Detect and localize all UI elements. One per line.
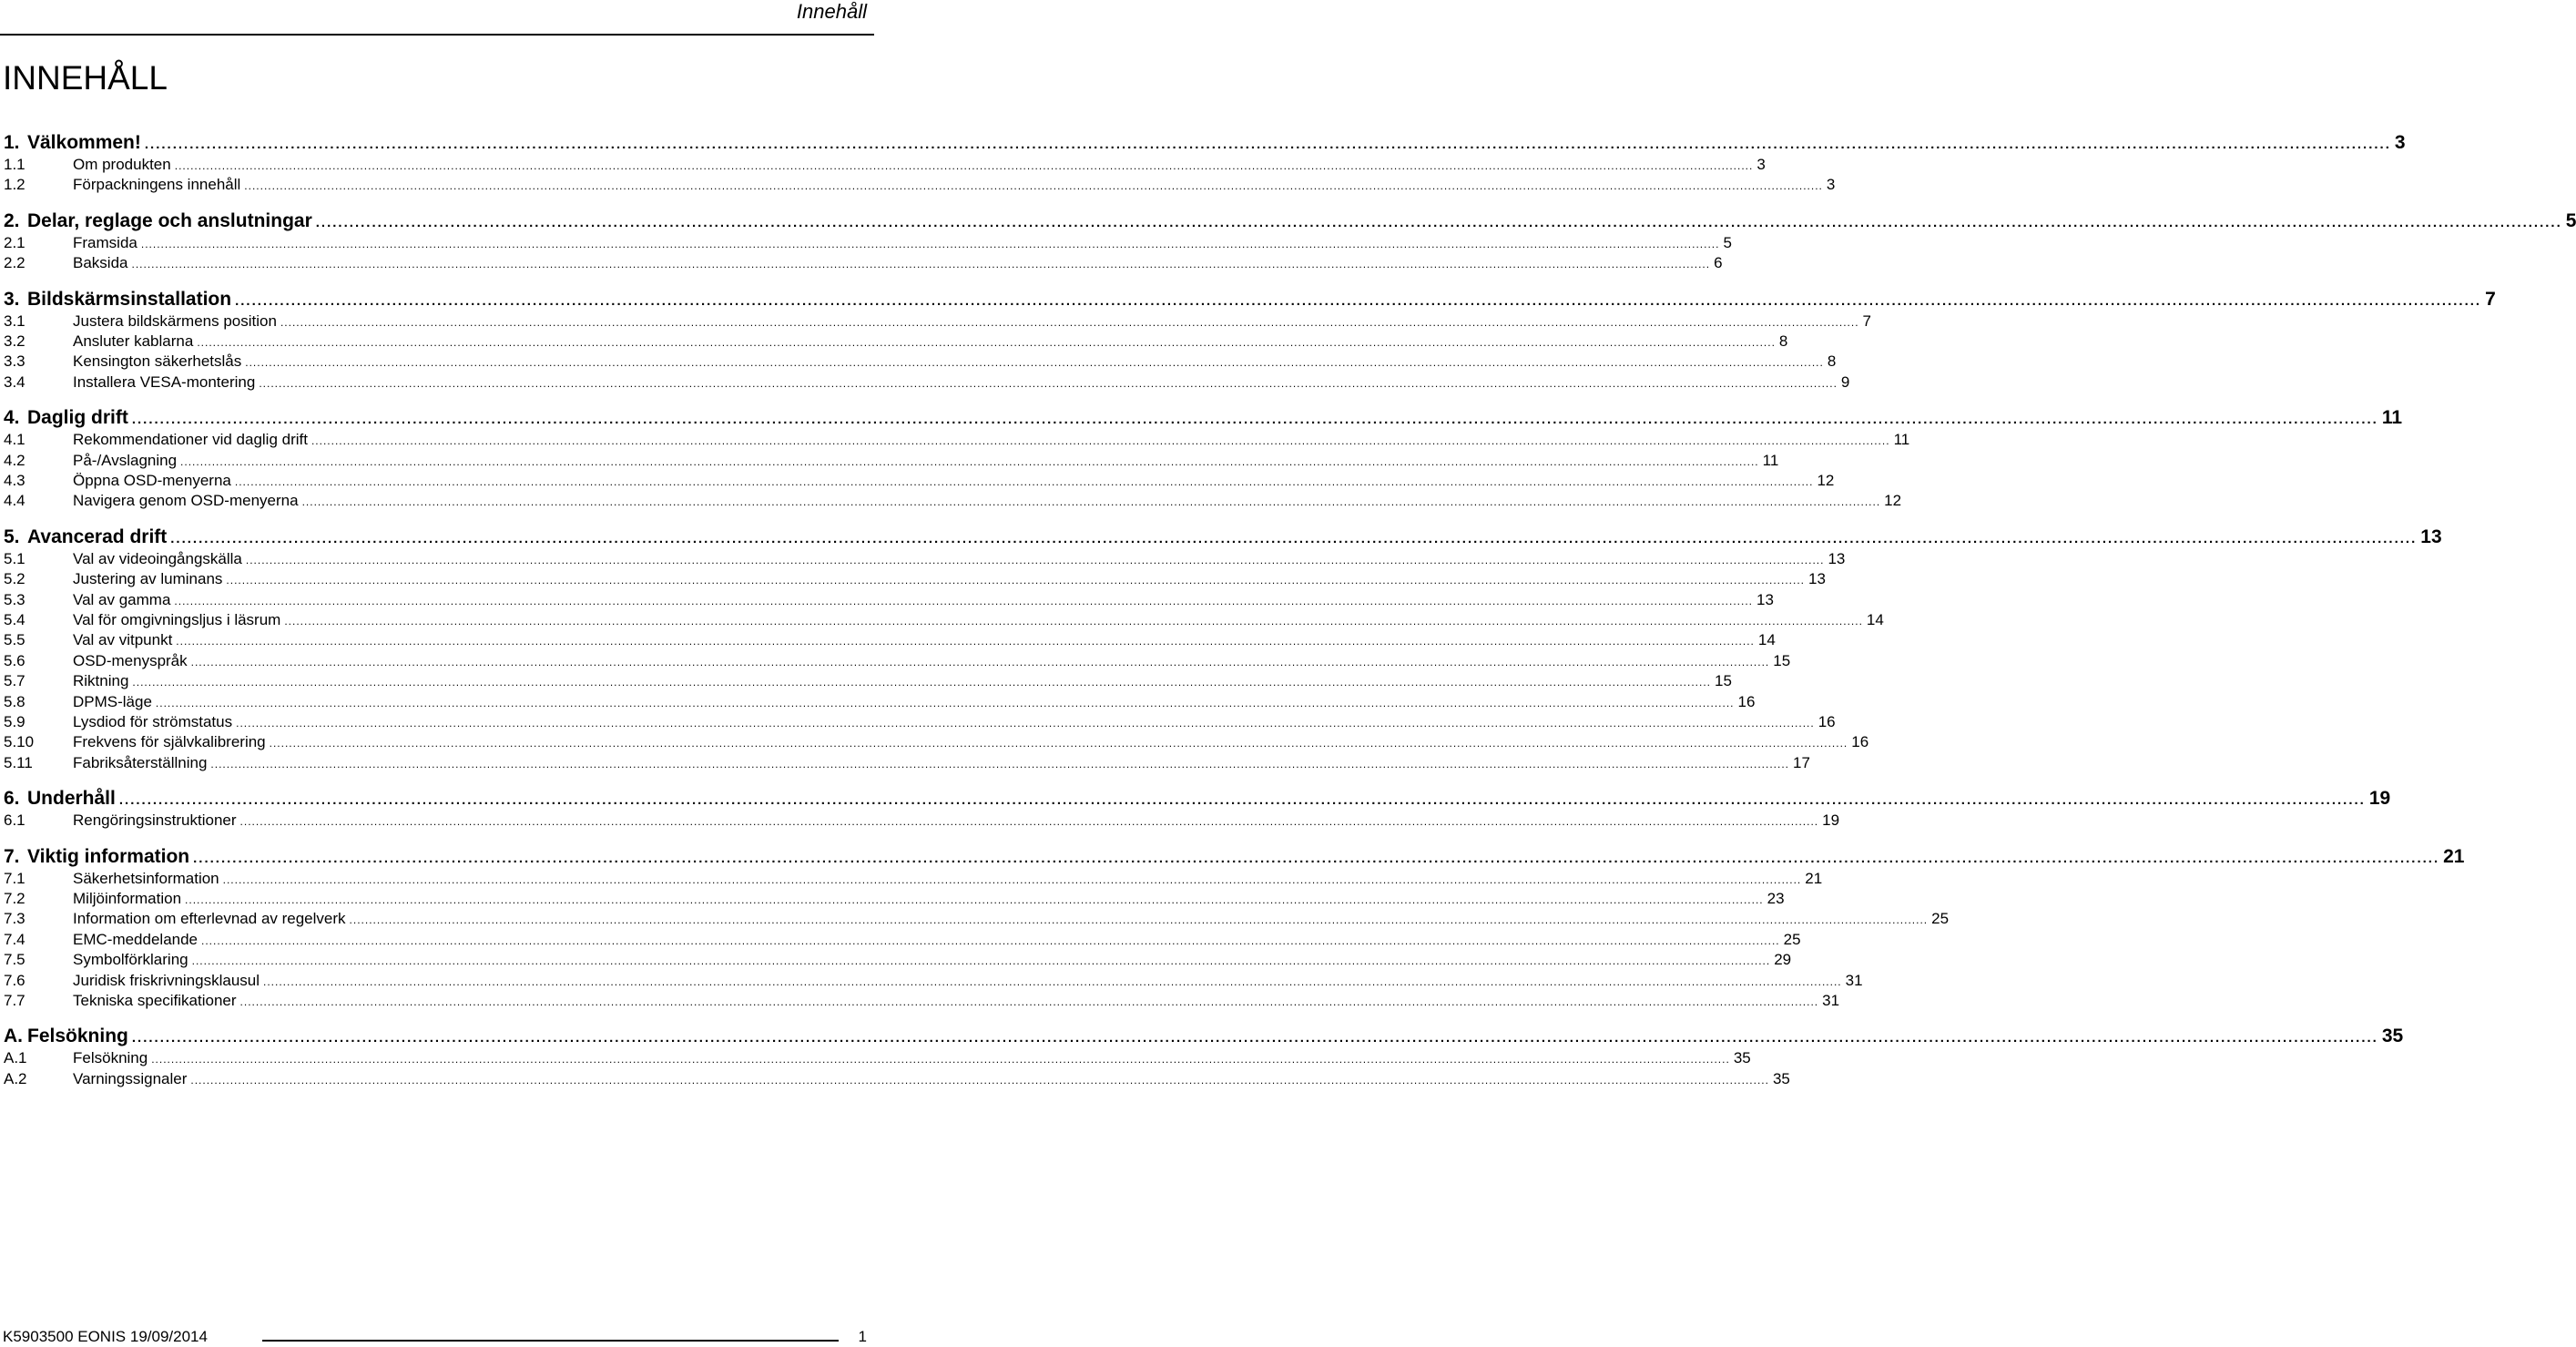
toc-entry-number: 5.2 [4, 570, 25, 587]
toc-entry-page: 13 [2420, 526, 2442, 547]
toc-entry-page: 5 [2565, 210, 2576, 231]
toc-chapter-entry[interactable] [4, 406, 2403, 430]
toc-entry-number: 7.4 [4, 931, 25, 948]
toc-dot-leader: ................................................................................................................................................................................................................................................................................................................................................................................................................ [245, 554, 1825, 566]
running-header: Innehåll [796, 0, 867, 23]
toc-entry-page: 12 [1884, 492, 1902, 509]
toc-chapter-entry[interactable] [4, 526, 2442, 549]
toc-section-entry[interactable] [4, 671, 1732, 691]
toc-entry-page: 13 [1756, 591, 1774, 608]
toc-entry-number: 7. [4, 846, 20, 867]
toc-section-entry[interactable] [4, 651, 1791, 671]
toc-entry-page: 3 [1756, 156, 1766, 173]
toc-entry-title: Frekvens för självkalibrering [73, 733, 266, 750]
toc-entry-page: 11 [1762, 452, 1779, 469]
toc-dot-leader: ................................................................................................................................................................................................................................................................................................................................................................................................................ [226, 574, 1806, 587]
toc-entry-number: 7.2 [4, 890, 25, 907]
toc-entry-page: 7 [2485, 289, 2496, 310]
toc-entry-title: Underhåll [27, 788, 116, 809]
toc-section-entry[interactable] [4, 491, 1902, 511]
toc-entry-number: 7.7 [4, 992, 25, 1009]
toc-chapter-entry[interactable] [4, 787, 2391, 811]
toc-entry-title: Öppna OSD-menyerna [73, 472, 231, 489]
toc-entry-page: 17 [1793, 754, 1810, 771]
toc-entry-number: 5.10 [4, 733, 35, 750]
toc-entry-title: Navigera genom OSD-menyerna [73, 492, 299, 509]
toc-entry-number: 1. [4, 132, 20, 153]
toc-entry-page: 5 [1723, 234, 1732, 251]
toc-entry-page: 12 [1817, 472, 1835, 489]
toc-entry-title: Val av gamma [73, 591, 171, 608]
toc-entry-title: Ansluter kablarna [73, 332, 194, 350]
toc-section-entry[interactable] [4, 732, 1869, 752]
toc-section-entry[interactable] [4, 971, 1863, 991]
toc-section-entry[interactable] [4, 430, 1910, 450]
toc-section-entry[interactable] [4, 451, 1779, 471]
toc-section-entry[interactable] [4, 909, 1950, 929]
toc-entry-title: Justering av luminans [73, 570, 223, 587]
toc-entry-page: 11 [2381, 407, 2403, 428]
toc-entry-title: Förpackningens innehåll [73, 176, 241, 193]
toc-entry-title: Daglig drift [27, 407, 128, 428]
toc-section-entry[interactable] [4, 372, 1850, 393]
toc-entry-number: 3.2 [4, 332, 25, 350]
toc-entry-title: Val för omgivningsljus i läsrum [73, 611, 281, 628]
toc-entry-title: Rekommendationer vid daglig drift [73, 431, 308, 448]
toc-entry-number: 3.4 [4, 373, 25, 391]
toc-entry-page: 31 [1822, 992, 1840, 1009]
toc-entry-page: 29 [1774, 951, 1792, 968]
toc-entry-page: 21 [1805, 870, 1823, 887]
toc-section-entry[interactable] [4, 233, 1732, 253]
toc-dot-leader: ................................................................................................................................................................................................................................................................................................................................................................................................................ [190, 656, 1770, 668]
toc-entry-page: 35 [1733, 1049, 1751, 1066]
toc-section-entry[interactable] [4, 811, 1840, 831]
toc-chapter-entry[interactable] [4, 131, 2406, 155]
toc-section-entry[interactable] [4, 175, 1836, 195]
toc-dot-leader: ................................................................................................................................................................................................................................................................................................................................................................................................................ [132, 676, 1712, 689]
toc-entry-number: 3. [4, 289, 20, 310]
toc-entry-page: 19 [1822, 811, 1840, 829]
toc-entry-title: På-/Avslagning [73, 452, 178, 469]
toc-entry-number: 1.1 [4, 156, 25, 173]
toc-entry-title: OSD-menyspråk [73, 652, 188, 669]
toc-dot-leader: ................................................................................................................................................................................................................................................................................................................................................................................................................ [155, 697, 1735, 709]
toc-entry-page: 8 [1827, 352, 1837, 370]
toc-entry-title: Fabriksåterställning [73, 754, 208, 771]
toc-section-entry[interactable] [4, 569, 1826, 589]
toc-dot-leader: ................................................................................................................................................................................................................................................................................................................................................................................................................ [180, 455, 1759, 468]
toc-dot-leader: ................................................................................................................................................................................................................................................................................................................................................................................................................ [269, 737, 1848, 750]
toc-section-entry[interactable] [4, 155, 1766, 175]
toc-dot-leader: ................................................................................................................................................................................................................................................................................................................................................................................................................ [235, 293, 2482, 309]
toc-entry-number: 7.1 [4, 870, 25, 887]
toc-entry-number: 4.1 [4, 431, 25, 448]
toc-dot-leader: ................................................................................................................................................................................................................................................................................................................................................................................................................ [210, 758, 1789, 770]
toc-entry-number: 5.1 [4, 550, 25, 567]
toc-entry-number: 3.3 [4, 352, 25, 370]
footer-document-code: K5903500 EONIS 19/09/2014 [3, 1328, 208, 1345]
toc-dot-leader: ................................................................................................................................................................................................................................................................................................................................................................................................................ [284, 615, 1863, 628]
toc-entry-page: 35 [2381, 1026, 2404, 1046]
toc-entry-number: 5.11 [4, 754, 33, 771]
toc-dot-leader: ................................................................................................................................................................................................................................................................................................................................................................................................................ [170, 531, 2418, 546]
toc-dot-leader: ................................................................................................................................................................................................................................................................................................................................................................................................................ [349, 913, 1929, 926]
toc-entry-title: Juridisk friskrivningsklausul [73, 972, 260, 989]
toc-entry-page: 15 [1773, 652, 1791, 669]
toc-entry-title: Välkommen! [27, 132, 141, 153]
toc-dot-leader: ................................................................................................................................................................................................................................................................................................................................................................................................................ [234, 475, 1814, 488]
toc-entry-page: 21 [2443, 846, 2465, 867]
toc-dot-leader: ................................................................................................................................................................................................................................................................................................................................................................................................................ [118, 792, 2366, 808]
toc-chapter-entry[interactable] [4, 845, 2465, 869]
toc-dot-leader: ................................................................................................................................................................................................................................................................................................................................................................................................................ [201, 934, 1780, 947]
toc-section-entry[interactable] [4, 332, 1788, 352]
toc-entry-page: 8 [1778, 332, 1788, 350]
toc-dot-leader: ................................................................................................................................................................................................................................................................................................................................................................................................................ [259, 377, 1838, 390]
toc-entry-title: Felsökning [27, 1026, 128, 1046]
toc-section-entry[interactable] [4, 253, 1723, 273]
toc-dot-leader: ................................................................................................................................................................................................................................................................................................................................................................................................................ [140, 238, 1720, 250]
toc-entry-title: Riktning [73, 672, 129, 689]
toc-section-entry[interactable] [4, 610, 1884, 630]
toc-section-entry[interactable] [4, 590, 1774, 610]
toc-entry-page: 3 [2394, 132, 2406, 153]
toc-dot-leader: ................................................................................................................................................................................................................................................................................................................................................................................................................ [236, 717, 1815, 730]
toc-dot-leader: ................................................................................................................................................................................................................................................................................................................................................................................................................ [174, 595, 1753, 607]
toc-dot-leader: ................................................................................................................................................................................................................................................................................................................................................................................................................ [193, 851, 2440, 866]
toc-entry-number: 5.9 [4, 713, 25, 730]
toc-dot-leader: ................................................................................................................................................................................................................................................................................................................................................................................................................ [263, 975, 1842, 988]
toc-entry-number: 6. [4, 788, 20, 809]
toc-entry-number: 5.3 [4, 591, 25, 608]
toc-entry-number: 4.2 [4, 452, 25, 469]
toc-dot-leader: ................................................................................................................................................................................................................................................................................................................................................................................................................ [151, 1053, 1730, 1066]
toc-entry-page: 25 [1931, 910, 1950, 927]
toc-entry-page: 9 [1840, 373, 1850, 391]
toc-entry-number: 3.1 [4, 312, 25, 330]
toc-entry-number: 7.5 [4, 951, 25, 968]
toc-entry-title: Viktig information [27, 846, 190, 867]
toc-entry-number: 5. [4, 526, 20, 547]
toc-dot-leader: ................................................................................................................................................................................................................................................................................................................................................................................................................ [245, 356, 1824, 369]
toc-entry-title: Baksida [73, 254, 128, 271]
toc-entry-number: 4.3 [4, 472, 25, 489]
toc-entry-title: Avancerad drift [27, 526, 168, 547]
toc-dot-leader: ................................................................................................................................................................................................................................................................................................................................................................................................................ [301, 495, 1881, 508]
toc-entry-page: 23 [1767, 890, 1785, 907]
toc-entry-number: 5.8 [4, 693, 25, 710]
toc-entry-page: 25 [1783, 931, 1801, 948]
toc-dot-leader: ................................................................................................................................................................................................................................................................................................................................................................................................................ [144, 137, 2391, 152]
toc-section-entry[interactable] [4, 930, 1801, 950]
toc-entry-number: A.1 [4, 1049, 27, 1066]
toc-section-entry[interactable] [4, 991, 1840, 1011]
toc-dot-leader: ................................................................................................................................................................................................................................................................................................................................................................................................................ [197, 336, 1776, 349]
toc-entry-title: Symbolförklaring [73, 951, 188, 968]
toc-dot-leader: ................................................................................................................................................................................................................................................................................................................................................................................................................ [280, 316, 1859, 329]
toc-entry-number: 5.6 [4, 652, 25, 669]
toc-entry-page: 11 [1893, 431, 1910, 448]
toc-entry-page: 14 [1866, 611, 1884, 628]
toc-entry-number: 7.6 [4, 972, 25, 989]
toc-section-entry[interactable] [4, 869, 1823, 889]
toc-entry-number: 5.7 [4, 672, 25, 689]
toc-entry-page: 19 [2368, 788, 2391, 809]
toc-entry-number: 5.4 [4, 611, 25, 628]
toc-section-entry[interactable] [4, 692, 1756, 712]
toc-section-entry[interactable] [4, 311, 1872, 332]
toc-entry-number: 1.2 [4, 176, 25, 193]
toc-section-entry[interactable] [4, 712, 1836, 732]
toc-section-entry[interactable] [4, 549, 1846, 569]
toc-entry-number: 6.1 [4, 811, 25, 829]
toc-entry-title: Kensington säkerhetslås [73, 352, 242, 370]
toc-entry-number: 5.5 [4, 631, 25, 648]
toc-entry-title: Val av vitpunkt [73, 631, 173, 648]
toc-dot-leader: ................................................................................................................................................................................................................................................................................................................................................................................................................ [222, 873, 1802, 886]
toc-entry-number: 2.2 [4, 254, 25, 271]
toc-dot-leader: ................................................................................................................................................................................................................................................................................................................................................................................................................ [190, 1074, 1769, 1087]
toc-dot-leader: ................................................................................................................................................................................................................................................................................................................................................................................................................ [131, 258, 1711, 270]
toc-dot-leader: ................................................................................................................................................................................................................................................................................................................................................................................................................ [239, 815, 1819, 828]
toc-entry-title: Varningssignaler [73, 1070, 188, 1087]
toc-entry-number: 2. [4, 210, 20, 231]
toc-entry-page: 16 [1817, 713, 1836, 730]
toc-section-entry[interactable] [4, 950, 1792, 970]
toc-entry-title: Miljöinformation [73, 890, 182, 907]
toc-section-entry[interactable] [4, 753, 1810, 773]
toc-entry-page: 3 [1826, 176, 1836, 193]
toc-entry-number: A. [4, 1026, 23, 1046]
toc-chapter-entry[interactable] [4, 288, 2496, 311]
toc-entry-title: Om produkten [73, 156, 171, 173]
toc-entry-title: Framsida [73, 234, 137, 251]
toc-entry-page: 6 [1714, 254, 1723, 271]
toc-entry-title: Justera bildskärmens position [73, 312, 277, 330]
toc-entry-number: 4.4 [4, 492, 25, 509]
toc-entry-page: 7 [1862, 312, 1872, 330]
toc-entry-title: EMC-meddelande [73, 931, 199, 948]
toc-entry-title: DPMS-läge [73, 693, 152, 710]
toc-entry-title: Tekniska specifikationer [73, 992, 237, 1009]
toc-dot-leader: ................................................................................................................................................................................................................................................................................................................................................................................................................ [239, 995, 1819, 1008]
toc-dot-leader: ................................................................................................................................................................................................................................................................................................................................................................................................................ [131, 412, 2378, 427]
toc-entry-title: Installera VESA-montering [73, 373, 256, 391]
toc-section-entry[interactable] [4, 630, 1776, 650]
toc-section-entry[interactable] [4, 471, 1835, 491]
toc-dot-leader: ................................................................................................................................................................................................................................................................................................................................................................................................................ [311, 434, 1890, 447]
page-title: INNEHÅLL [3, 59, 168, 97]
toc-entry-title: Delar, reglage och anslutningar [27, 210, 312, 231]
toc-section-entry[interactable] [4, 889, 1785, 909]
toc-entry-page: 15 [1715, 672, 1732, 689]
footer-page-number: 1 [858, 1328, 867, 1345]
toc-dot-leader: ................................................................................................................................................................................................................................................................................................................................................................................................................ [131, 1030, 2378, 1046]
toc-dot-leader: ................................................................................................................................................................................................................................................................................................................................................................................................................ [315, 215, 2562, 230]
toc-entry-title: Information om efterlevnad av regelverk [73, 910, 346, 927]
toc-entry-title: Val av videoingångskälla [73, 550, 242, 567]
toc-entry-number: 4. [4, 407, 20, 428]
toc-entry-page: 14 [1757, 631, 1776, 648]
toc-entry-page: 31 [1845, 972, 1863, 989]
toc-dot-leader: ................................................................................................................................................................................................................................................................................................................................................................................................................ [244, 179, 1823, 192]
toc-section-entry[interactable] [4, 1069, 1790, 1089]
toc-entry-page: 16 [1737, 693, 1756, 710]
toc-entry-title: Säkerhetsinformation [73, 870, 219, 887]
toc-dot-leader: ................................................................................................................................................................................................................................................................................................................................................................................................................ [191, 954, 1771, 967]
toc-dot-leader: ................................................................................................................................................................................................................................................................................................................................................................................................................ [174, 159, 1754, 172]
toc-entry-page: 13 [1808, 570, 1826, 587]
toc-entry-title: Rengöringsinstruktioner [73, 811, 237, 829]
toc-entry-title: Felsökning [73, 1049, 148, 1066]
toc-chapter-entry[interactable] [4, 209, 2576, 233]
toc-entry-number: A.2 [4, 1070, 27, 1087]
toc-entry-title: Bildskärmsinstallation [27, 289, 232, 310]
toc-entry-page: 16 [1851, 733, 1869, 750]
toc-entry-page: 35 [1772, 1070, 1790, 1087]
toc-entry-title: Lysdiod för strömstatus [73, 713, 233, 730]
toc-entry-page: 13 [1828, 550, 1846, 567]
toc-section-entry[interactable] [4, 1048, 1751, 1068]
toc-chapter-entry[interactable] [4, 1025, 2404, 1048]
toc-dot-leader: ................................................................................................................................................................................................................................................................................................................................................................................................................ [176, 635, 1755, 648]
toc-dot-leader: ................................................................................................................................................................................................................................................................................................................................................................................................................ [185, 893, 1764, 906]
toc-section-entry[interactable] [4, 352, 1837, 372]
toc-entry-number: 7.3 [4, 910, 25, 927]
toc-entry-number: 2.1 [4, 234, 25, 251]
footer-rule [262, 1340, 839, 1342]
